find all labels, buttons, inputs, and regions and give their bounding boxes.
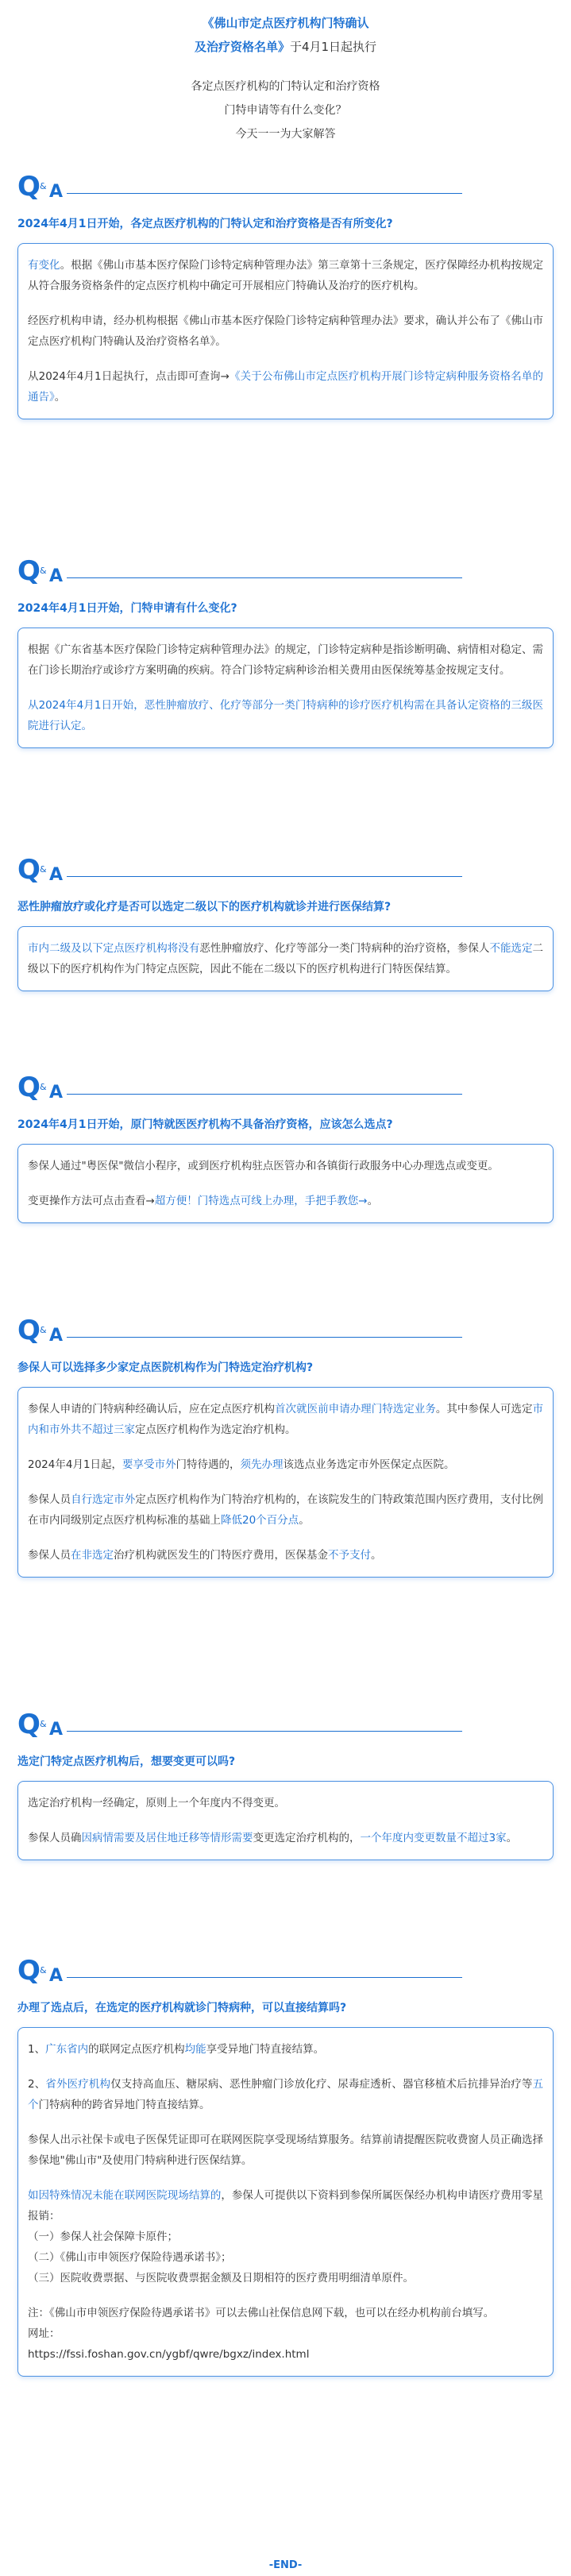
guide-link[interactable]: 超方便！门特选点可线上办理，手把手教您→ <box>154 1195 368 1207</box>
answer-paragraph: 选定治疗机构一经确定，原则上一个年度内不得变更。 <box>28 1797 285 1809</box>
note-paragraph <box>28 2303 543 2323</box>
list-item: （二）《佛山市申领医疗保险待遇承诺书》； <box>28 2251 232 2264</box>
answer-paragraph <box>28 366 543 407</box>
title-line-2-blue: 及治疗资格名单》 <box>194 40 290 54</box>
answer-box <box>17 243 554 419</box>
highlight: 省外医疗机构 <box>45 2078 111 2091</box>
text: 恶性肿瘤放疗、化疗等部分一类门特病种的治疗资格，参保人 <box>199 942 490 955</box>
amp-symbol: & <box>40 864 47 875</box>
amp-symbol: & <box>40 1082 47 1092</box>
answer-box <box>17 2027 554 2377</box>
divider <box>67 1337 462 1338</box>
a-letter: A <box>49 1083 64 1103</box>
text: 。根据《佛山市基本医疗保险门诊特定病种管理办法》第三章第十三条规定，医疗保障经办机构按规定从符合服务资格条件的定点医疗机构中确定可开展相应门特确认及治疗的医疗机构。 <box>28 259 544 292</box>
highlight: 五个 <box>28 2078 544 2111</box>
answer-paragraph: 经医疗机构申请，经办机构根据《佛山市基本医疗保险门诊特定病种管理办法》要求，确认并公布了《佛山市定点医疗机构门特确认及治疗资格名单》。 <box>28 315 543 348</box>
q-letter: Q <box>17 854 41 886</box>
answer-paragraph <box>28 2185 543 2226</box>
highlight: 如因特殊情况未能在联网医院现场结算的 <box>28 2189 222 2202</box>
text: 参保人申请的门特病种经确认后，应在定点医疗机构 <box>28 1403 275 1415</box>
document-list <box>28 2226 543 2288</box>
answer-paragraph: 从2024年4月1日开始，恶性肿瘤放疗、化疗等部分一类门特病种的诊疗医疗机构需在具备认定资格的三级医院进行认定。 <box>28 699 543 732</box>
question-text: 2024年4月1日开始，门特申请有什么变化? <box>17 602 237 615</box>
qa-section-7 <box>0 1956 571 2377</box>
qa-header <box>17 855 571 886</box>
highlight: 降低20个百分点 <box>221 1514 299 1527</box>
text: 从2024年4月1日起执行，点击即可查询→ <box>28 370 230 383</box>
highlight: 广东省内 <box>45 2043 89 2056</box>
text: ，参保人可提供以下资料到参保所属医保经办机构申请医疗费用零星报销： <box>28 2189 544 2223</box>
divider <box>67 577 462 578</box>
qa-header <box>17 172 571 203</box>
q-letter: Q <box>17 555 41 587</box>
answer-paragraph <box>28 2074 543 2115</box>
qa-section-4 <box>0 1072 571 1223</box>
document-title <box>0 0 571 59</box>
text: 变更选定治疗机构的， <box>253 1832 361 1844</box>
question-text: 2024年4月1日开始，原门特就医医疗机构不具备治疗资格，应该怎么选点? <box>17 1118 393 1131</box>
a-letter: A <box>49 1966 64 1986</box>
highlight: 不能选定 <box>489 942 533 955</box>
highlight: 将没有 <box>167 942 200 955</box>
answer-paragraph <box>28 1828 543 1848</box>
highlight: 市内二级及以下定点医疗机构 <box>28 942 168 955</box>
a-letter: A <box>49 865 64 885</box>
answer-paragraph <box>28 1545 543 1566</box>
text: 参保人员 <box>28 1493 71 1506</box>
divider <box>67 1731 462 1732</box>
highlight: 须先办理 <box>240 1458 284 1471</box>
question-text: 办理了选点后，在选定的医疗机构就诊门特病种，可以直接结算吗? <box>17 2002 347 2014</box>
a-letter: A <box>49 1326 64 1346</box>
title-line-2-rest: 于4月1日起执行 <box>289 40 377 54</box>
amp-symbol: & <box>40 1965 47 1975</box>
url-label: 网址： <box>28 2327 60 2340</box>
text: 变更操作方法可点击查看→ <box>28 1195 155 1207</box>
a-letter: A <box>49 566 64 586</box>
intro-line: 各定点医疗机构的门特认定和治疗资格 <box>191 80 380 93</box>
qa-section-2 <box>0 556 571 748</box>
text: 2024年4月1日起， <box>28 1458 123 1471</box>
answer-paragraph <box>28 938 543 979</box>
divider <box>67 1094 462 1095</box>
text: 治疗机构就医发生的门特医疗费用，医保基金 <box>114 1549 328 1562</box>
url-paragraph <box>28 2323 543 2365</box>
answer-paragraph <box>28 1191 543 1211</box>
text: 。 <box>54 391 66 404</box>
highlight: 一个年度内变更数量不超过3家 <box>360 1832 507 1844</box>
q-letter: Q <box>17 1072 41 1103</box>
highlight: 首次就医前申请办理门特选定业务 <box>275 1403 436 1415</box>
highlight: 市内和市外共不超过三家 <box>28 1403 544 1436</box>
a-letter: A <box>49 182 64 202</box>
highlight: 均能 <box>184 2043 206 2056</box>
answer-box <box>17 926 554 991</box>
answer-box <box>17 628 554 748</box>
text: 1、 <box>28 2043 46 2056</box>
list-item: （三）医院收费票据、与医院收费票据金额及日期相符的医疗费用明细清单原件。 <box>28 2272 414 2284</box>
qa-header <box>17 556 571 588</box>
answer-paragraph: 参保人出示社保卡或电子医保凭证即可在联网医院享受现场结算服务。结算前请提醒医院收费窗人员正确选择参保地"佛山市"及使用门特病种进行医保结算。 <box>28 2134 543 2167</box>
divider <box>67 876 462 877</box>
title-line-1: 《佛山市定点医疗机构门特确认 <box>202 16 369 30</box>
text: 2、 <box>28 2078 46 2091</box>
q-letter: Q <box>17 1955 41 1987</box>
amp-symbol: & <box>40 1719 47 1729</box>
question-text: 选定门特定点医疗机构后，想要变更可以吗? <box>17 1755 236 1768</box>
question-text: 参保人可以选择多少家定点医院机构作为门特选定治疗机构? <box>17 1361 314 1374</box>
amp-symbol: & <box>40 566 47 576</box>
qa-header <box>17 1315 571 1347</box>
text: 。 <box>371 1549 382 1562</box>
highlight: 要享受市外 <box>122 1458 176 1471</box>
text: 。 <box>506 1832 518 1844</box>
qa-header <box>17 1956 571 1987</box>
divider <box>67 1977 462 1978</box>
answer-paragraph <box>28 1454 543 1475</box>
question-text: 2024年4月1日开始，各定点医疗机构的门特认定和治疗资格是否有所变化? <box>17 218 393 230</box>
list-item: （一）参保人社会保障卡原件； <box>28 2230 178 2243</box>
text: 。其中参保人可选定 <box>435 1403 533 1415</box>
a-letter: A <box>49 1720 64 1740</box>
answer-paragraph <box>28 1489 543 1531</box>
divider <box>67 193 462 194</box>
text: 定点医疗机构作为选定治疗机构。 <box>135 1423 296 1436</box>
notice-link[interactable]: 《关于公布佛山市定点医疗机构开展门诊特定病种服务资格名单的通告》 <box>28 370 543 404</box>
intro-line: 今天一一为大家解答 <box>235 128 336 141</box>
qa-section-3 <box>0 855 571 991</box>
highlight: 在非选定 <box>71 1549 114 1562</box>
q-letter: Q <box>17 171 41 203</box>
text: 的联网定点医疗机构 <box>88 2043 185 2056</box>
note-text: 注：《佛山市申领医疗保险待遇承诺书》可以去佛山社保信息网下载，也可以在经办机构前台填写。 <box>28 2307 495 2319</box>
highlight: 自行选定市外 <box>71 1493 136 1506</box>
qa-header <box>17 1709 571 1741</box>
url-link[interactable]: https://fssi.foshan.gov.cn/ygbf/qwre/bgxz/index.html <box>28 2348 310 2361</box>
q-letter: Q <box>17 1315 41 1346</box>
text: 。 <box>367 1195 379 1207</box>
answer-box <box>17 1387 554 1578</box>
text: 该选点业务选定市外医保定点医院。 <box>283 1458 455 1471</box>
amp-symbol: & <box>40 1325 47 1335</box>
intro-line: 门特申请等有什么变化？ <box>224 104 347 117</box>
answer-box <box>17 1144 554 1223</box>
text: 参保人员 <box>28 1549 71 1562</box>
question-text: 恶性肿瘤放疗或化疗是否可以选定二级以下的医疗机构就诊并进行医保结算? <box>17 901 392 913</box>
answer-paragraph <box>28 2039 543 2060</box>
text: 。 <box>299 1514 310 1527</box>
qa-header <box>17 1072 571 1104</box>
qa-section-5 <box>0 1315 571 1578</box>
amp-symbol: & <box>40 181 47 191</box>
qa-section-6 <box>0 1709 571 1860</box>
highlight: 因病情需要及居住地迁移等情形需要 <box>81 1832 253 1844</box>
text: 门特待遇的， <box>176 1458 241 1471</box>
q-letter: Q <box>17 1709 41 1740</box>
answer-box <box>17 1781 554 1860</box>
intro <box>0 75 571 146</box>
text: 享受异地门特直接结算。 <box>206 2043 325 2056</box>
highlight: 有变化 <box>28 259 60 272</box>
highlight: 不予支付 <box>328 1549 371 1562</box>
text: 参保人员确 <box>28 1832 82 1844</box>
answer-paragraph: 根据《广东省基本医疗保险门诊特定病种管理办法》的规定，门诊特定病种是指诊断明确、病情相对稳定、需在门诊长期治疗或诊疗方案明确的疾病。符合门诊特定病种诊治相关费用由医保统筹基金按规定支付。 <box>28 643 543 677</box>
answer-paragraph: 参保人通过"粤医保"微信小程序，或到医疗机构驻点医管办和各镇街行政服务中心办理选点或变更。 <box>28 1160 499 1172</box>
answer-paragraph <box>28 1399 543 1440</box>
text: 门特病种的跨省异地门特直接结算。 <box>38 2099 210 2111</box>
text: 定点医疗机构作为门特治疗机构的，在该院发生的门特政策范围内医疗费用，支付比例在市内同级别定点医疗机构标准的基础上 <box>28 1493 544 1527</box>
text: 二级以下的医疗机构作为门特定点医院，因此不能在二级以下的医疗机构进行门特医保结算。 <box>28 942 544 975</box>
answer-paragraph <box>28 255 543 296</box>
end-marker: -END- <box>268 2559 303 2571</box>
qa-section-1 <box>0 172 571 419</box>
text: 仅支持高血压、糖尿病、恶性肿瘤门诊放化疗、尿毒症透析、器官移植术后抗排异治疗等 <box>110 2078 533 2091</box>
title-line-2 <box>0 35 571 59</box>
